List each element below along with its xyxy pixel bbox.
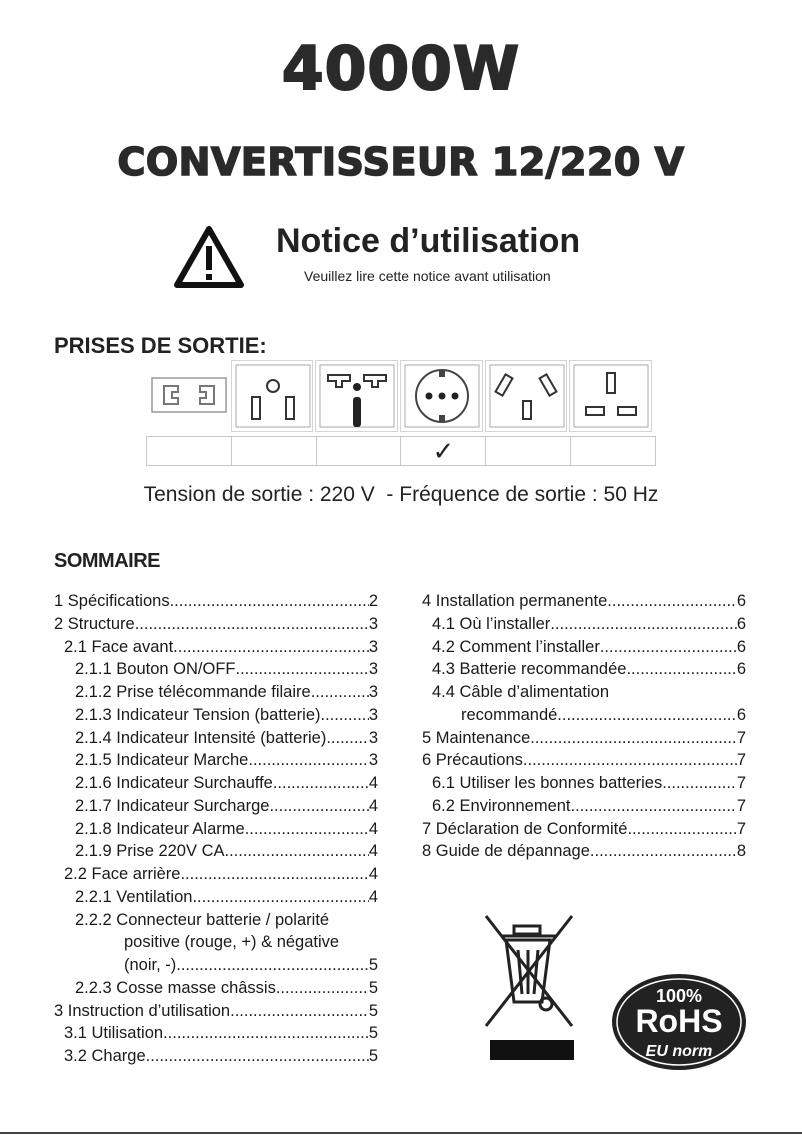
toc-entry[interactable] [54,818,378,841]
toc-entry[interactable] [422,772,746,795]
toc-entry[interactable] [54,1000,378,1023]
toc-entry-page: 3 [368,660,378,679]
socket-check-cell [317,437,402,465]
toc-entry-label: recommandé [461,705,558,724]
toc-entry[interactable] [54,886,378,909]
toc-entry[interactable] [422,727,746,750]
toc-entry-label: 1 Spécifications [54,592,170,610]
toc-entry-label: 6.1 Utiliser les bonnes batteries [432,774,663,792]
toc-entry-label: 2 Structure [54,614,135,633]
product-title: 4000W [281,34,521,104]
toc-entry-page: 4 [368,842,378,861]
notice-subtitle: Veuillez lire cette notice avant utilisation [304,268,551,284]
socket-check-cell-selected: ✓ [401,437,486,465]
toc-entry[interactable] [54,909,378,932]
toc-entry-label: 2.1.7 Indicateur Surcharge [75,796,270,815]
toc-leader-dots [192,886,368,909]
toc-entry-label: 4.2 Comment l’installer [432,637,600,656]
toc-entry-label: 2.1.5 Indicateur Marche [75,751,249,770]
toc-leader-dots [321,704,369,727]
crossed-bin-icon [484,914,574,1062]
toc-entry[interactable] [422,613,746,636]
toc-entry-page: 4 [368,819,378,838]
toc-entry-page: 4 [368,887,378,906]
toc-entry[interactable] [54,795,378,818]
toc-entry-label: 6.2 Environnement [432,796,571,815]
toc-entry[interactable] [422,818,746,841]
toc-entry[interactable] [54,1022,378,1045]
toc-leader-dots [180,863,368,886]
toc-leader-dots [530,727,737,750]
toc-entry-page: 8 [736,842,746,861]
toc-entry-page: 7 [736,796,746,815]
toc-entry-page: 6 [736,614,746,633]
toc-entry[interactable] [54,681,378,704]
toc-entry-page: 7 [736,728,746,747]
toc-entry-label: 4 Installation permanente [422,592,608,610]
toc-leader-dots [550,613,737,636]
notice-title: Notice d’utilisation [276,222,581,260]
toc-entry[interactable] [422,795,746,818]
toc-leader-dots [248,749,368,772]
toc-leader-dots [146,1045,369,1068]
toc-entry-label: 2.1.9 Prise 220V CA [75,842,225,861]
toc-leader-dots [627,818,736,841]
socket-check-cell [232,437,317,465]
toc-entry-page: 5 [368,1047,378,1065]
flat-pin-socket-icon [148,360,229,430]
toc-leader-dots [523,749,737,772]
toc-entry-label: 5 Maintenance [422,728,531,747]
toc-entry-page: 4 [368,865,378,883]
product-subtitle: CONVERTISSEUR 12/220 V [117,140,685,184]
toc-entry-page: 5 [368,956,378,974]
toc-leader-dots [607,590,737,613]
toc-entry-label: positive (rouge, +) & négative [124,933,340,952]
toc-entry-page: 2 [368,592,378,610]
toc-entry-label: 2.1.1 Bouton ON/OFF [75,660,236,679]
toc-entry[interactable] [422,840,746,863]
toc-entry[interactable] [54,863,378,886]
toc-leader-dots [269,795,368,818]
toc-entry-label: 3 Instruction d’utilisation [54,1001,231,1020]
toc-entry-label: 8 Guide de dépannage [422,842,590,861]
toc-entry-label: 2.1.8 Indicateur Alarme [75,819,245,838]
toc-leader-dots [590,840,737,863]
bottom-rule [0,1132,802,1134]
svg-text:100%: 100% [655,986,703,1006]
toc-entry-label: (noir, -) [124,956,177,974]
rohs-logo [610,972,748,1072]
toc-entry-page: 5 [368,978,378,997]
toc-entry-page: 3 [368,705,378,724]
toc-entry-page: 5 [368,1001,378,1020]
toc-entry-label: 2.1.2 Prise télécommande filaire [75,683,311,701]
toc-leader-dots [276,977,369,1000]
toc-entry-label: 6 Précautions [422,751,523,770]
toc-entry-page: 4 [368,796,378,815]
toc-leader-dots [600,636,737,659]
svg-text:RoHS: RoHS [635,1003,723,1039]
toc-entry-label: 2.1.3 Indicateur Tension (batterie) [75,705,321,724]
toc-entry-label: 7 Déclaration de Conformité [422,819,628,838]
toc-entry-label: 4.3 Batterie recommandée [432,660,627,679]
toc-entry-page: 6 [736,592,746,610]
toc-leader-dots [173,636,369,659]
toc-entry[interactable] [54,977,378,1000]
toc-entry-page: 6 [736,660,746,679]
toc-leader-dots [571,795,737,818]
toc-leader-dots [135,613,369,636]
socket-types-row [148,360,654,432]
toc-entry[interactable] [54,931,378,954]
output-voltage-frequency: Tension de sortie : 220 V - Fréquence de sortie : 50 Hz [143,483,659,506]
toc-entry-page: 7 [736,819,746,838]
toc-leader-dots [326,727,369,750]
toc-entry[interactable] [54,727,378,750]
toc-entry-label: 2.1.6 Indicateur Surchauffe [75,774,273,792]
output-sockets-heading: PRISES DE SORTIE: [54,333,267,358]
toc-left-column [54,590,378,1068]
socket-check-row [146,436,656,466]
toc-leader-dots [176,954,369,977]
toc-entry[interactable] [422,636,746,659]
toc-entry[interactable] [422,658,746,681]
toc-entry[interactable] [54,954,378,977]
toc-heading: SOMMAIRE [54,550,160,572]
toc-leader-dots [557,704,737,727]
toc-leader-dots [225,840,369,863]
toc-entry-page: 3 [368,683,378,701]
toc-entry-label: 2.2.3 Cosse masse châssis [75,978,276,997]
toc-entry-label: 2.2.1 Ventilation [75,887,193,906]
socket-check-cell [486,437,571,465]
toc-entry-label: 2.2 Face arrière [64,865,181,883]
toc-leader-dots [662,772,737,795]
toc-entry[interactable] [422,681,746,704]
toc-leader-dots [163,1022,369,1045]
toc-entry-label: 4.1 Où l’installer [432,614,551,633]
toc-entry-label: 3.1 Utilisation [64,1024,164,1043]
warning-triangle-icon [174,226,244,288]
toc-entry[interactable] [54,613,378,636]
toc-entry-label: 2.2.2 Connecteur batterie / polarité [75,910,330,929]
toc-right-column [422,590,746,863]
toc-leader-dots [245,818,369,841]
toc-entry-page: 3 [368,637,378,656]
toc-leader-dots [236,658,369,681]
toc-entry-page: 7 [736,751,746,770]
toc-entry[interactable] [422,704,746,727]
australian-socket-icon [485,360,568,432]
toc-entry-page: 3 [368,751,378,770]
toc-leader-dots [230,1000,369,1023]
toc-entry-page: 3 [368,728,378,747]
toc-entry[interactable] [54,590,378,613]
type-b-socket-icon [231,360,314,432]
toc-entry-page: 6 [736,637,746,656]
toc-entry[interactable] [54,1045,378,1068]
svg-text:EU norm: EU norm [645,1043,713,1060]
toc-entry-label: 4.4 Câble d’alimentation [432,683,610,701]
toc-leader-dots [273,772,369,795]
toc-leader-dots [311,681,369,704]
toc-entry-label: 2.1 Face avant [64,637,174,656]
toc-entry[interactable] [54,840,378,863]
schuko-socket-icon [400,360,483,432]
uk-socket-icon [569,360,652,432]
toc-entry-page: 5 [368,1024,378,1043]
toc-entry[interactable] [54,772,378,795]
toc-entry-label: 3.2 Charge [64,1047,146,1065]
toc-entry[interactable] [422,590,746,613]
socket-check-cell [147,437,232,465]
toc-entry-page: 7 [736,774,746,792]
toc-entry[interactable] [422,749,746,772]
toc-entry-page: 3 [368,614,378,633]
toc-entry[interactable] [54,658,378,681]
socket-check-cell [571,437,655,465]
toc-entry[interactable] [54,704,378,727]
toc-leader-dots [170,590,369,613]
toc-entry[interactable] [54,636,378,659]
toc-entry[interactable] [54,749,378,772]
toc-entry-page: 6 [736,705,746,724]
toc-entry-page: 4 [368,774,378,792]
toc-entry-label: 2.1.4 Indicateur Intensité (batterie) [75,728,327,747]
universal-socket-icon [315,360,398,432]
toc-leader-dots [626,658,736,681]
